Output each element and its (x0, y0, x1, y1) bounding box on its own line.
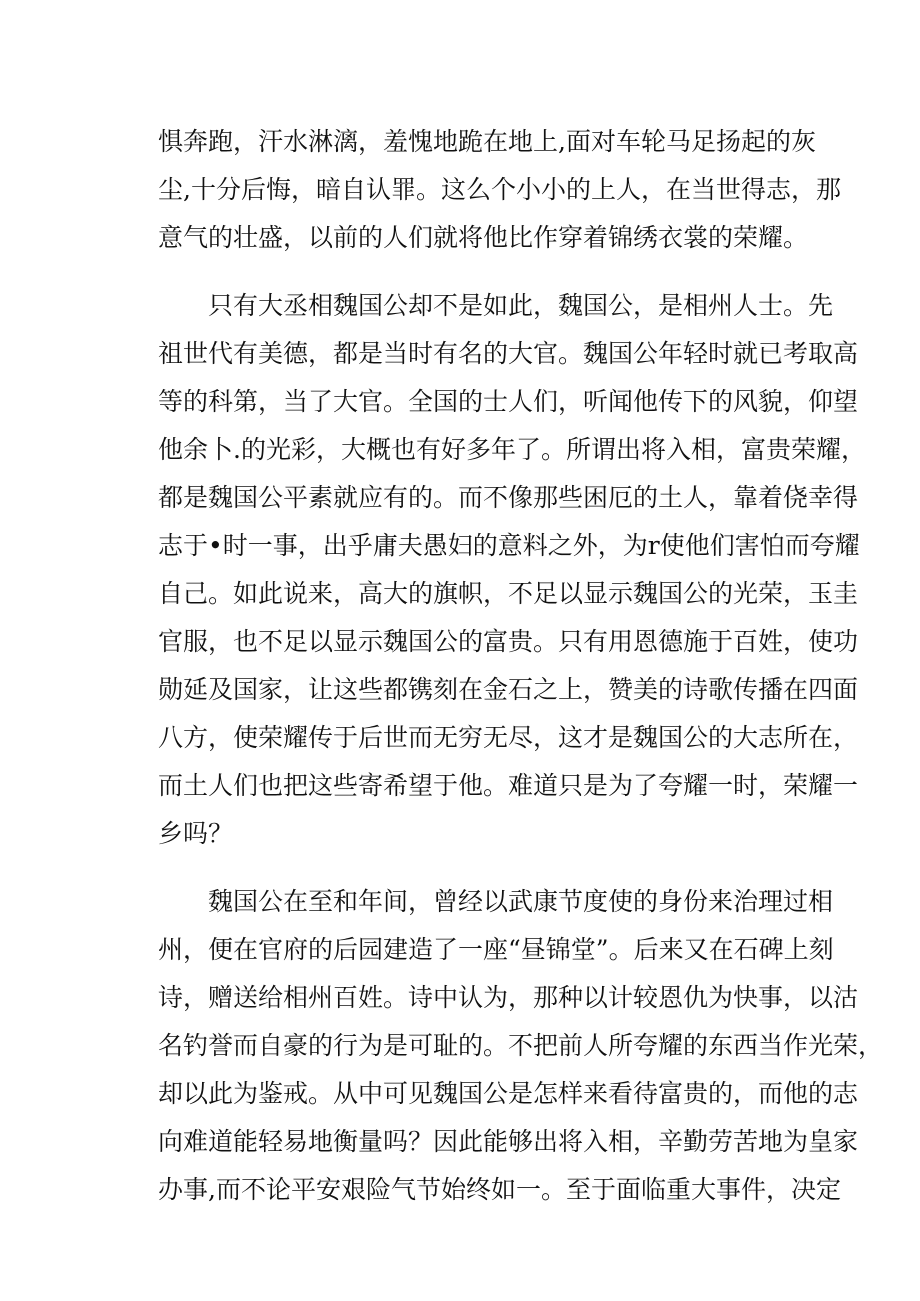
text-line: 八方，使荣耀传于后世而无穷无尽，这才是魏国公的大志所在， (158, 723, 859, 752)
paragraph-start-line: 魏国公在至和年间，曾经以武康节度使的身份来治理过相 (208, 887, 834, 916)
text-line: 却以此为鉴戒。从中可见魏国公是怎样来看待富贵的，而他的志 (158, 1079, 859, 1108)
text-line: 意气的壮盛，以前的人们就将他比作穿着锦绣衣裳的荣耀。 (158, 223, 809, 252)
paragraph-gap (158, 262, 768, 282)
text-line: 尘,十分后悔，暗自认罪。这么个小小的上人，在当世得志，那 (158, 175, 841, 204)
text-line: 而土人们也把这些寄希望于他。难道只是为了夸耀一时，荣耀一 (158, 771, 859, 800)
text-line: 祖世代有美德，都是当时有名的大官。魏国公年轻时就已考取高 (158, 339, 859, 368)
text-line: 名钓誉而自豪的行为是可耻的。不把前人所夸耀的东西当作光荣， (158, 1031, 884, 1060)
text-line: 州，便在官府的后园建造了一座“昼锦堂”。后来又在石碑上刻 (158, 935, 834, 964)
text-line: 惧奔跑，汗水淋漓，羞愧地跪在地上,面对车轮马足扬起的灰 (158, 127, 816, 156)
text-line: 向难道能轻易地衡量吗？因此能够出将入相，辛勤劳苦地为皇家 (158, 1127, 859, 1156)
text-line: 办事,而不论平安艰险气节始终如一。至于面临重大事件，决定 (158, 1175, 841, 1204)
text-line: 自己。如此说来，高大的旗帜，不足以显示魏国公的光荣，玉圭 (158, 579, 859, 608)
text-line: 乡吗？ (158, 819, 234, 848)
text-line: 等的科第，当了大官。全国的士人们，听闻他传下的风貌，仰望 (158, 387, 859, 416)
document-body (158, 118, 884, 1214)
text-line: 他余卜.的光彩，大概也有好多年了。所谓出将入相，富贵荣耀， (158, 435, 866, 464)
paragraph-gap (158, 858, 768, 878)
text-line: 勋延及国家，让这些都镌刻在金石之上，赞美的诗歌传播在四面 (158, 675, 859, 704)
text-line: 官服，也不足以显示魏国公的富贵。只有用恩德施于百姓，使功 (158, 627, 859, 656)
text-line: 都是魏国公平素就应有的。而不像那些困厄的土人，靠着侥幸得 (158, 483, 859, 512)
paragraph-start-line: 只有大丞相魏国公却不是如此，魏国公，是相州人士。先 (208, 291, 834, 320)
text-line: 志于•时一事，出乎庸夫愚妇的意料之外，为r使他们害怕而夸耀 (158, 531, 860, 560)
text-line: 诗，赠送给相州百姓。诗中认为，那种以计较恩仇为快事，以沽 (158, 983, 859, 1012)
